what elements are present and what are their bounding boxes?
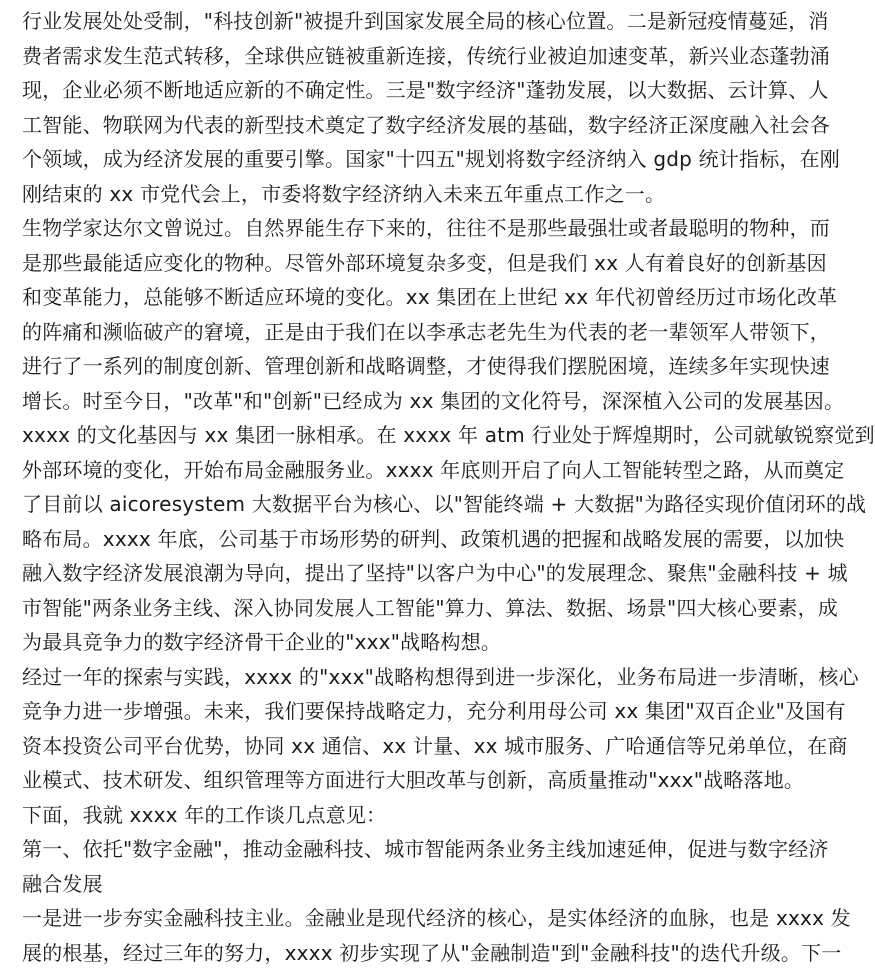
text-line: 刚结束的 xx 市党代会上，市委将数字经济纳入未来五年重点工作之一。 bbox=[22, 177, 776, 212]
text-line: 融合发展 bbox=[22, 867, 776, 902]
text-line: 竞争力进一步增强。未来，我们要保持战略定力，充分利用母公司 xx 集团"双百企业"及国有 bbox=[22, 694, 776, 729]
text-line: 资本投资公司平台优势，协同 xx 通信、xx 计量、xx 城市服务、广哈通信等兄弟单位，在商 bbox=[22, 729, 776, 764]
paragraph-intro bbox=[22, 798, 776, 833]
text-line: 是那些最能适应变化的物种。尽管外部环境复杂多变，但是我们 xx 人有着良好的创新基因 bbox=[22, 246, 776, 281]
paragraph-fintech bbox=[22, 901, 776, 970]
text-line: 行业发展处处受制，"科技创新"被提升到国家发展全局的核心位置。二是新冠疫情蔓延，消 bbox=[22, 4, 776, 39]
text-line: 略布局。xxxx 年底，公司基于市场形势的研判、政策机遇的把握和战略发展的需要，以加快 bbox=[22, 522, 776, 557]
text-line: 一是进一步夯实金融科技主业。金融业是现代经济的核心，是实体经济的血脉，也是 xxxx 发 bbox=[22, 901, 776, 936]
paragraph-heading-first bbox=[22, 832, 776, 901]
paragraph-context bbox=[22, 4, 776, 211]
text-line: 了目前以 aicoresystem 大数据平台为核心、以"智能终端 + 大数据"为路径实现价值闭环的战 bbox=[22, 487, 776, 522]
text-line: 第一、依托"数字金融"，推动金融科技、城市智能两条业务主线加速延伸，促进与数字经济 bbox=[22, 832, 776, 867]
text-line: 融入数字经济发展浪潮为导向，提出了坚持"以客户为中心"的发展理念、聚焦"金融科技 + 城 bbox=[22, 556, 776, 591]
paragraph-darwin bbox=[22, 211, 776, 660]
text-line: 下面，我就 xxxx 年的工作谈几点意见： bbox=[22, 798, 776, 833]
text-line: 为最具竞争力的数字经济骨干企业的"xxx"战略构想。 bbox=[22, 625, 776, 660]
text-line: 费者需求发生范式转移，全球供应链被重新连接，传统行业被迫加速变革，新兴业态蓬勃涌 bbox=[22, 39, 776, 74]
text-line: 和变革能力，总能够不断适应环境的变化。xx 集团在上世纪 xx 年代初曾经历过市场化改革 bbox=[22, 280, 776, 315]
text-line: 工智能、物联网为代表的新型技术奠定了数字经济发展的基础，数字经济正深度融入社会各 bbox=[22, 108, 776, 143]
text-line: 进行了一系列的制度创新、管理创新和战略调整，才使得我们摆脱困境，连续多年实现快速 bbox=[22, 349, 776, 384]
text-line: 外部环境的变化，开始布局金融服务业。xxxx 年底则开启了向人工智能转型之路，从而奠定 bbox=[22, 453, 776, 488]
paragraph-strategy bbox=[22, 660, 776, 798]
text-line: 的阵痛和濒临破产的窘境，正是由于我们在以李承志老先生为代表的老一辈领军人带领下， bbox=[22, 315, 776, 350]
text-line: 业模式、技术研发、组织管理等方面进行大胆改革与创新，高质量推动"xxx"战略落地。 bbox=[22, 763, 776, 798]
text-line: 生物学家达尔文曾说过。自然界能生存下来的，往往不是那些最强壮或者最聪明的物种，而 bbox=[22, 211, 776, 246]
text-line: 现，企业必须不断地适应新的不确定性。三是"数字经济"蓬勃发展，以大数据、云计算、人 bbox=[22, 73, 776, 108]
text-line: xxxx 的文化基因与 xx 集团一脉相承。在 xxxx 年 atm 行业处于辉煌期时，公司就敏锐察觉到 bbox=[22, 418, 776, 453]
text-line: 个领域，成为经济发展的重要引擎。国家"十四五"规划将数字经济纳入 gdp 统计指标，在刚 bbox=[22, 142, 776, 177]
text-line: 市智能"两条业务主线、深入协同发展人工智能"算力、算法、数据、场景"四大核心要素，成 bbox=[22, 591, 776, 626]
text-line: 展的根基，经过三年的努力，xxxx 初步实现了从"金融制造"到"金融科技"的迭代升级。下一 bbox=[22, 936, 776, 970]
text-line: 经过一年的探索与实践，xxxx 的"xxx"战略构想得到进一步深化，业务布局进一步清晰，核心 bbox=[22, 660, 776, 695]
text-line: 增长。时至今日，"改革"和"创新"已经成为 xx 集团的文化符号，深深植入公司的发展基因。 bbox=[22, 384, 776, 419]
